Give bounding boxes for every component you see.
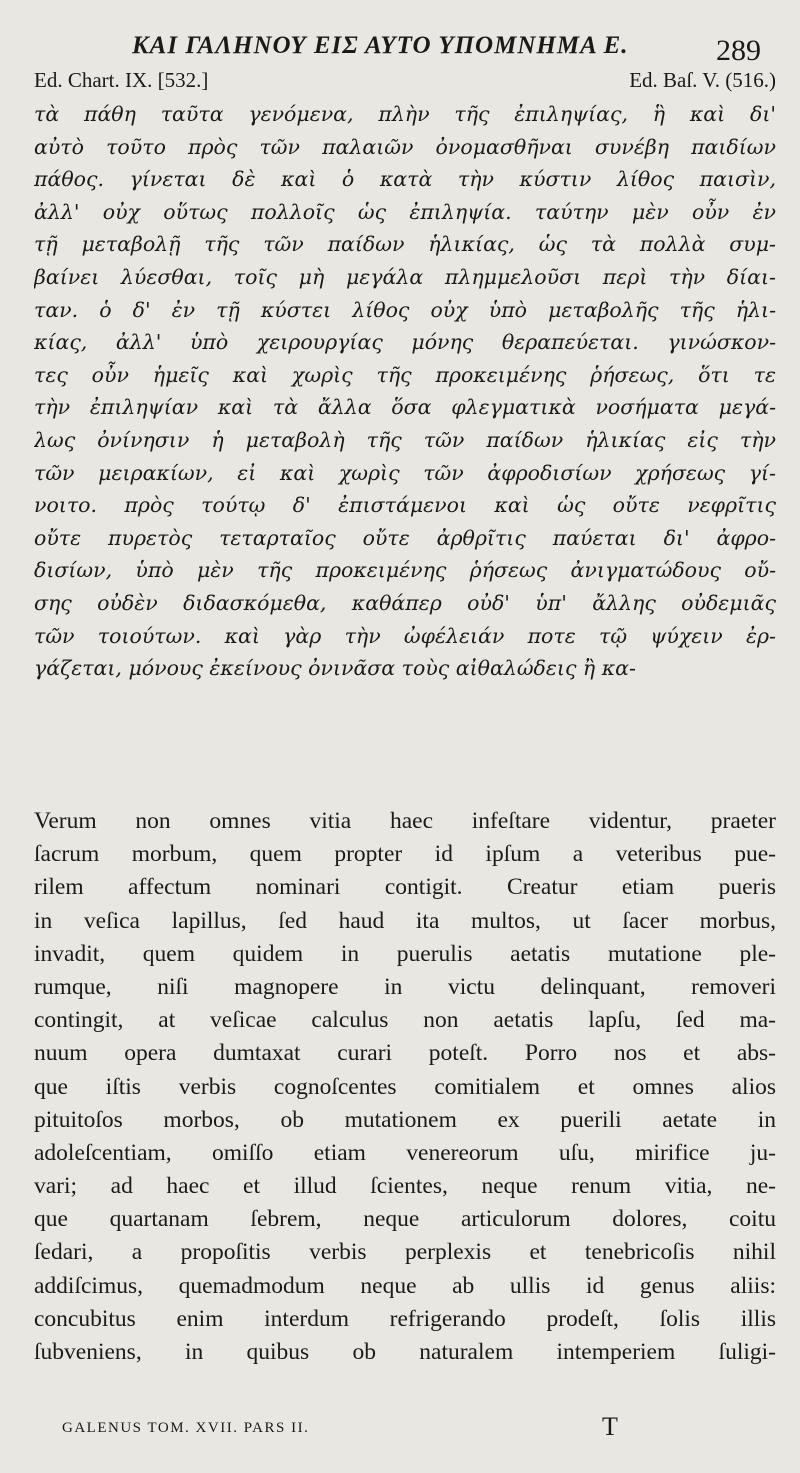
latin-line: in veſica lapillus, ſed haud ita multos, ut ſacer morbus, xyxy=(34,907,776,934)
page-footer xyxy=(62,1412,762,1446)
latin-line: concubitus enim interdum refrigerando prodeſt, ſolis illis xyxy=(34,1305,776,1332)
running-title: ΚΑΙ ΓΑΛΗΝΟΥ ΕΙΣ ΑΥΤΟ ΥΠΟΜΝΗΜΑ Ε. xyxy=(132,32,629,59)
greek-line: οὔτε πυρετὸς τεταρταῖος οὔτε ἀρθρῖτις παύεται δι' ἀφρο- xyxy=(34,525,776,550)
greek-line: τῶν μειρακίων, εἰ καὶ χωρὶς τῶν ἀφροδισίων χρήσεως γί- xyxy=(34,460,776,485)
greek-line: τὴν ἐπιληψίαν καὶ τὰ ἄλλα ὅσα φλεγματικὰ νοσήματα μεγά- xyxy=(34,395,776,420)
latin-line: vari; ad haec et illud ſcientes, neque renum vitia, ne- xyxy=(34,1173,776,1200)
edition-chartier-reference: Ed. Chart. IX. [532.] xyxy=(34,68,209,92)
signature-mark: T xyxy=(602,1412,618,1441)
latin-line: ſedari, a propoſitis verbis perplexis et tenebricoſis nihil xyxy=(34,1239,776,1266)
greek-line: κίας, ἀλλ' ὑπὸ χειρουργίας μόνης θεραπεύεται. γινώσκον- xyxy=(34,330,776,355)
latin-line: que iſtis verbis cognoſcentes comitialem et omnes alios xyxy=(34,1073,776,1100)
latin-text-block xyxy=(34,805,776,1369)
greek-line: ἀλλ' οὐχ οὕτως πολλοῖς ὡς ἐπιληψία. ταύτην μὲν οὖν ἐν xyxy=(34,199,776,224)
latin-line: ſubveniens, in quibus ob naturalem intemperiem ſuligi- xyxy=(34,1339,776,1365)
greek-line: πάθος. γίνεται δὲ καὶ ὁ κατὰ τὴν κύστιν λίθος παισὶν, xyxy=(34,167,776,192)
latin-line: Verum non omnes vitia haec infeſtare videntur, praeter xyxy=(34,808,776,834)
greek-line: γάζεται, μόνους ἐκείνους ὀνινᾶσα τοὺς αἰθαλώδεις ἢ κα- xyxy=(34,656,636,681)
latin-line: rumque, niſi magnopere in victu delinquant, removeri xyxy=(34,973,776,1000)
latin-line: addiſcimus, quemadmodum neque ab ullis id genus aliis: xyxy=(34,1272,776,1299)
greek-line: αὐτὸ τοῦτο πρὸς τῶν παλαιῶν ὀνομασθῆναι συνέβη παιδίων xyxy=(34,134,776,159)
latin-line: pituitoſos morbos, ob mutationem ex puerili aetate in xyxy=(34,1106,776,1133)
greek-line: ταν. ὁ δ' ἐν τῇ κύστει λίθος οὐχ ὑπὸ μεταβολῆς τῆς ἡλι- xyxy=(34,297,776,322)
edition-basel-reference: Ed. Baſ. V. (516.) xyxy=(629,68,776,92)
latin-line: rilem affectum nominari contigit. Creatur etiam pueris xyxy=(34,874,776,901)
greek-line: βαίνει λύεσθαι, τοῖς μὴ μεγάλα πλημμελοῦσι περὶ τὴν δίαι- xyxy=(34,264,776,289)
edition-reference-line xyxy=(34,68,776,98)
greek-line: τὰ πάθη ταῦτα γενόμενα, πλὴν τῆς ἐπιληψίας, ἣ καὶ δι' xyxy=(34,102,776,126)
latin-line: nuum opera dumtaxat curari poteſt. Porro nos et abs- xyxy=(34,1040,776,1067)
greek-line: σης οὐδὲν διδασκόμεθα, καθάπερ οὐδ' ὑπ' ἄλλης οὐδεμιᾶς xyxy=(34,590,776,615)
greek-line: δισίων, ὑπὸ μὲν τῆς προκειμένης ῥήσεως ἀνιγματώδους οὔ- xyxy=(34,558,776,583)
greek-line: τες οὖν ἡμεῖς καὶ χωρὶς τῆς προκειμένης ῥήσεως, ὅτι τε xyxy=(34,362,776,387)
page-number: 289 xyxy=(716,34,761,67)
greek-line: τῶν τοιούτων. καὶ γὰρ τὴν ὠφέλειάν ποτε τῷ ψύχειν ἐρ- xyxy=(34,623,776,648)
greek-line: νοιτο. πρὸς τούτῳ δ' ἐπιστάμενοι καὶ ὡς οὔτε νεφρῖτις xyxy=(34,493,776,518)
latin-line: que quartanam ſebrem, neque articulorum dolores, coitu xyxy=(34,1206,776,1233)
greek-text-block xyxy=(34,98,776,685)
greek-line: λως ὀνίνησιν ἡ μεταβολὴ τῆς τῶν παίδων ἡλικίας εἰς τὴν xyxy=(34,427,776,452)
latin-line: invadit, quem quidem in puerulis aetatis mutatione ple- xyxy=(34,940,776,967)
greek-line: τῇ μεταβολῇ τῆς τῶν παίδων ἡλικίας, ὡς τὰ πολλὰ συμ- xyxy=(34,232,776,257)
signature-line: GALENUS TOM. XVII. PARS II. xyxy=(62,1420,310,1436)
latin-line: ſacrum morbum, quem propter id ipſum a veteribus pue- xyxy=(34,841,776,868)
latin-line: contingit, at veſicae calculus non aetatis lapſu, ſed ma- xyxy=(34,1007,776,1034)
running-head xyxy=(0,28,800,72)
latin-line: adoleſcentiam, omiſſo etiam venereorum uſu, mirifice ju- xyxy=(34,1139,776,1166)
